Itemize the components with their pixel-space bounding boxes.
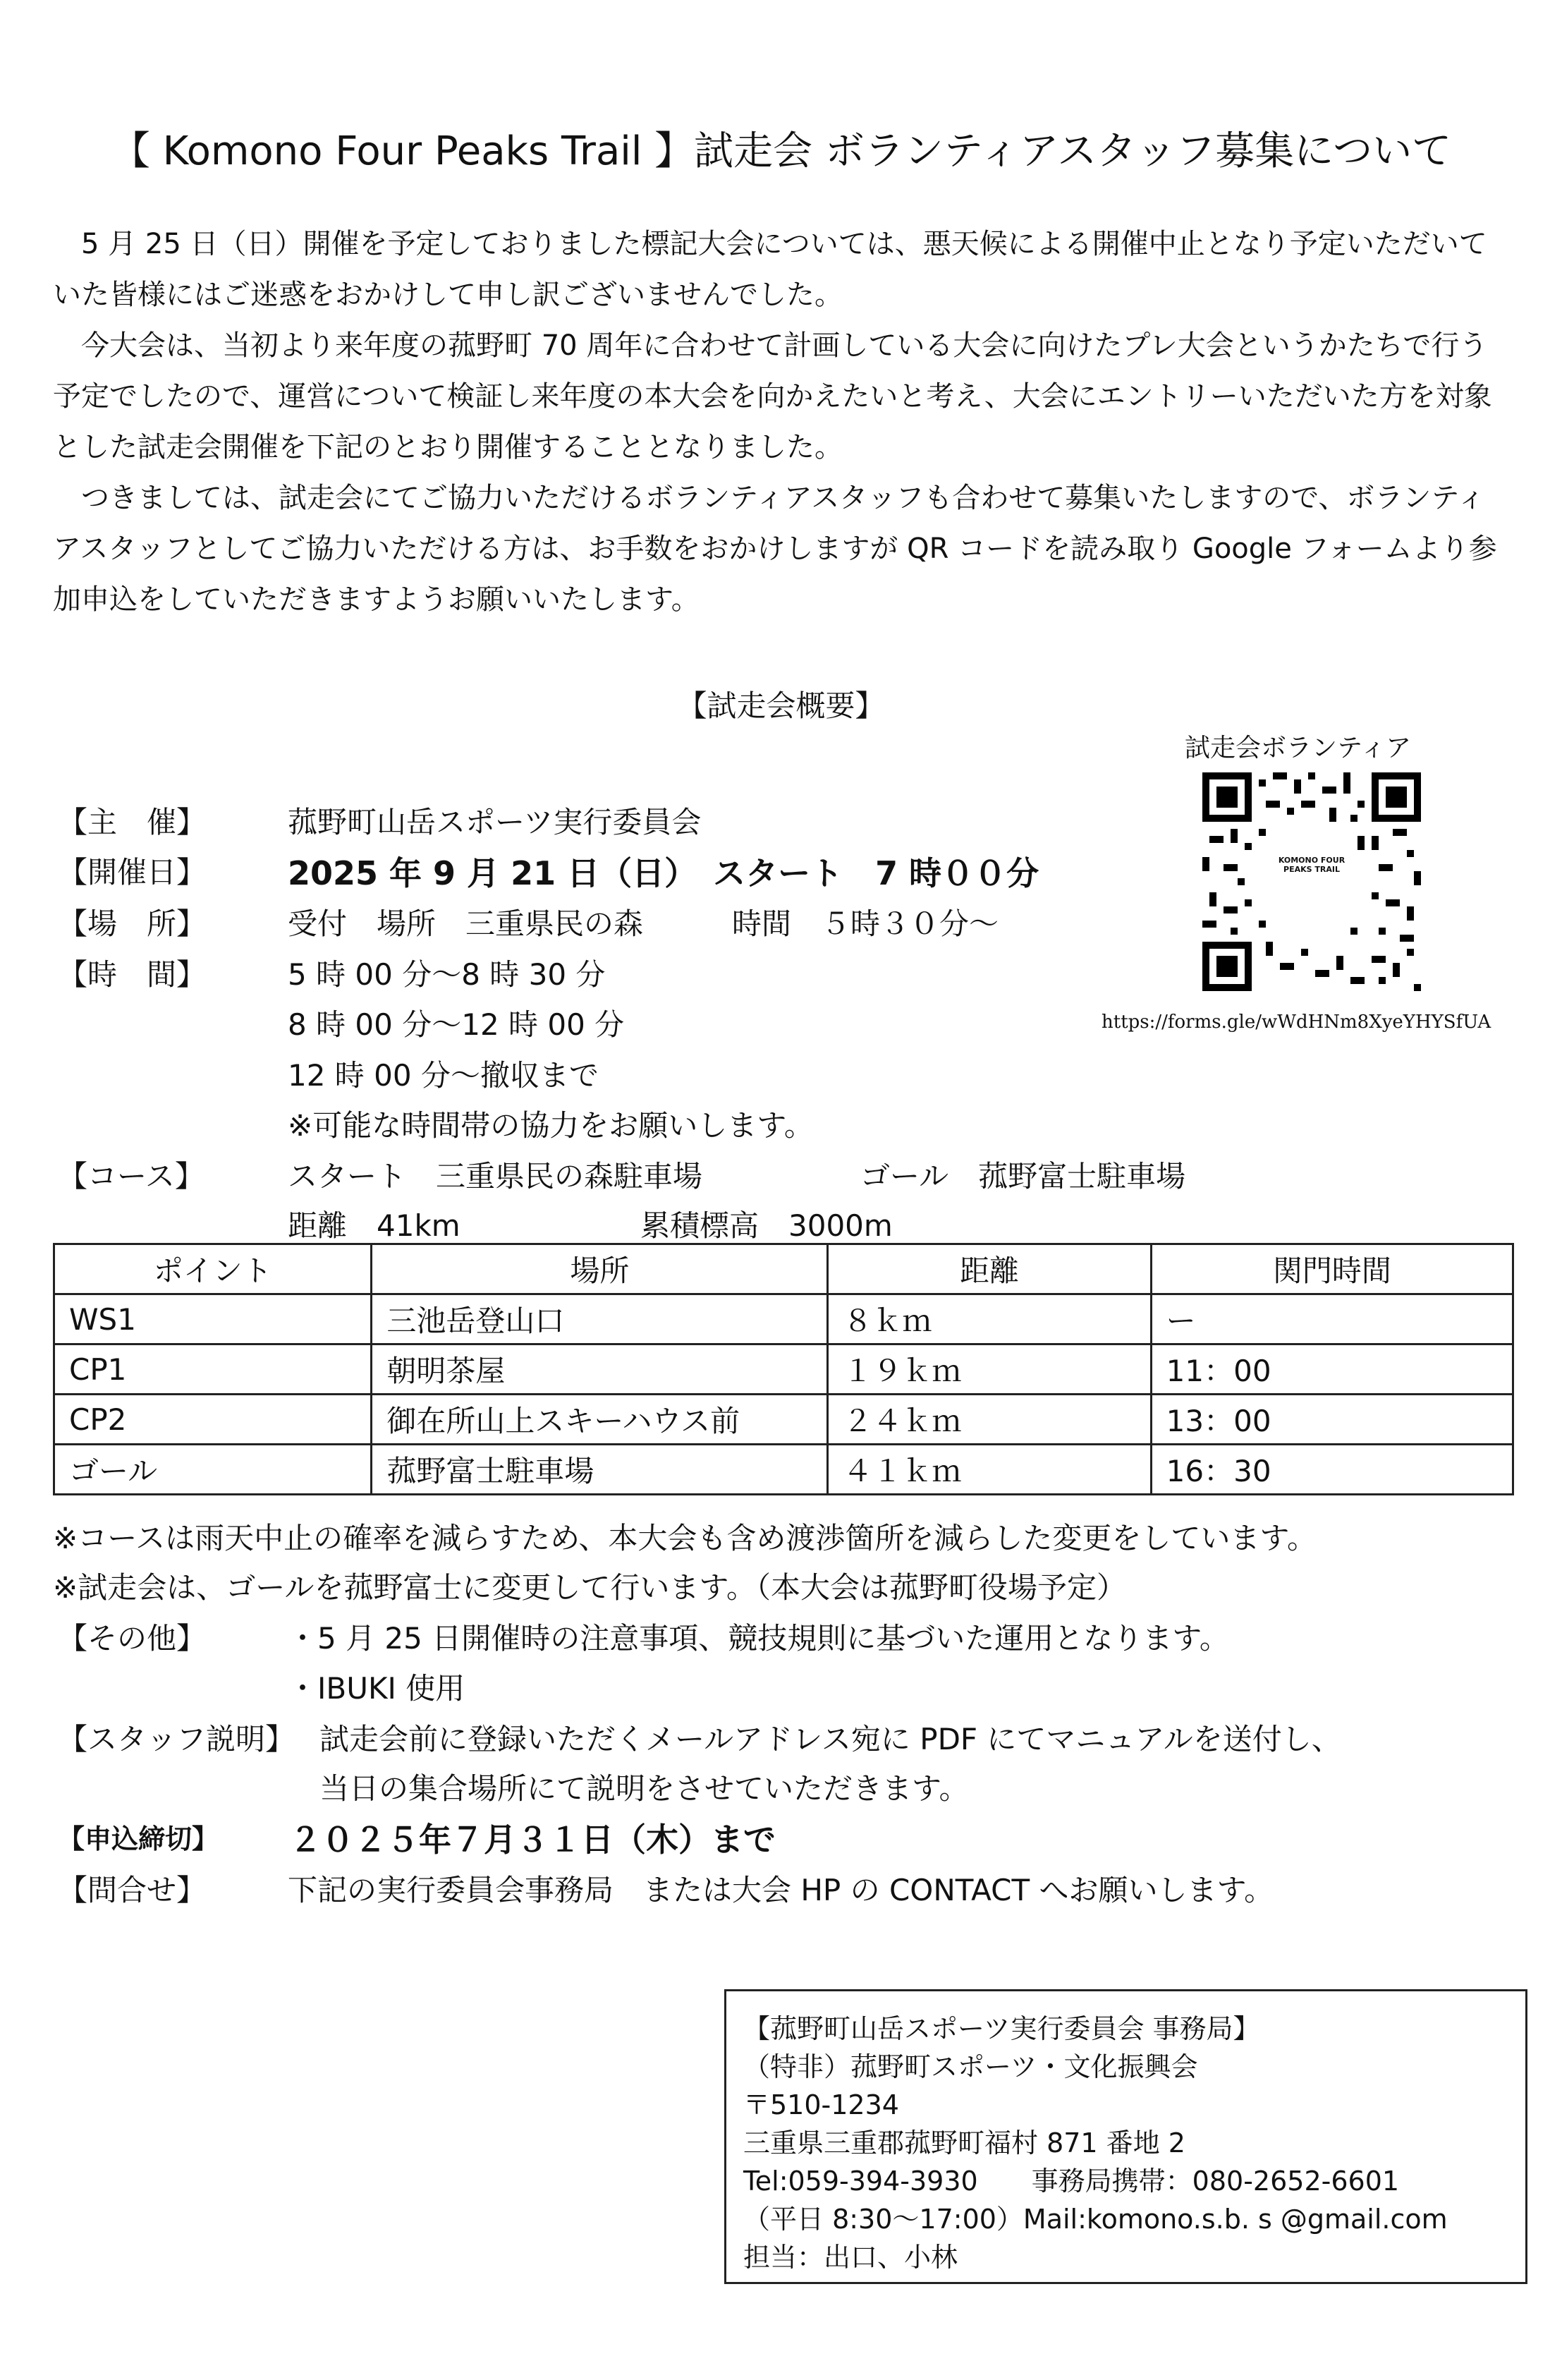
course-elevation: 累積標高 3000m (640, 1208, 893, 1243)
time-slot-1: 5 時 00 分～8 時 30 分 (288, 957, 606, 992)
table-header-row (54, 1244, 1513, 1294)
staff-label: 【スタッフ説明】 (58, 1722, 295, 1756)
time-slot-2: 8 時 00 分～12 時 00 分 (288, 1007, 625, 1042)
intro-text (53, 219, 1506, 625)
deadline-label: 【申込締切】 (58, 1823, 219, 1854)
inquiry-value: 下記の実行委員会事務局 または大会 HP の CONTACT へお願いします。 (288, 1873, 1274, 1907)
table-cell: 菰野富士駐車場 (372, 1445, 828, 1495)
table-cell: 16：30 (1151, 1445, 1513, 1495)
qr-code-image (1202, 772, 1421, 991)
host-label: 【主 催】 (58, 805, 207, 839)
qr-code[interactable] (1202, 772, 1421, 991)
course-distance: 距離 41km (288, 1208, 460, 1243)
table-cell: CP2 (54, 1395, 372, 1445)
course-start: スタート 三重県民の森駐車場 (288, 1159, 703, 1194)
checkpoint-table (53, 1243, 1514, 1495)
course-goal: ゴール 菰野富士駐車場 (860, 1159, 1186, 1194)
table-cell: 御在所山上スキーハウス前 (372, 1395, 828, 1445)
contact-box (724, 1989, 1527, 2284)
date-label: 【開催日】 (58, 855, 207, 890)
intro-paragraph-1: 5 月 25 日（日）開催を予定しておりました標記大会については、悪天候による開催中止となり予定いただいていた皆様にはご迷惑をおかけして申し訳ございませんでした。 (53, 228, 1487, 311)
table-header-cell: ポイント (54, 1244, 372, 1294)
date-value: 2025 年 9 月 21 日（日） スタート 7 時００分 (288, 854, 1039, 892)
time-note: ※可能な時間帯の協力をお願いします。 (288, 1108, 814, 1143)
staff-line-2: 当日の集合場所にて説明をさせていただきます。 (319, 1771, 969, 1806)
note-2: ※試走会は、ゴールを菰野富士に変更して行います。（本大会は菰野町役場予定） (53, 1570, 1126, 1605)
table-row (54, 1294, 1513, 1344)
contact-person: 担当：出口、小林 (743, 2242, 958, 2273)
table-cell: CP1 (54, 1344, 372, 1395)
qr-caption: 試走会ボランティア (1185, 734, 1412, 763)
other-label: 【その他】 (58, 1621, 207, 1656)
table-cell: 13：00 (1151, 1395, 1513, 1445)
intro-paragraph-2: 今大会は、当初より来年度の菰野町 70 周年に合わせて計画している大会に向けたプレ大会というかたちで行う予定でしたので、運営について検証し来年度の本大会を向かえたいと考え、大会にエントリーいただいた方を対象とした試走会開催を下記のとおり開催することとなりました。 (53, 329, 1492, 463)
staff-line-1: 試走会前に登録いただくメールアドレス宛に PDF にてマニュアルを送付し、 (319, 1722, 1341, 1756)
table-header-cell: 場所 (372, 1244, 828, 1294)
qr-url[interactable]: https://forms.gle/wWdHNm8XyeYHYSfUA (1102, 1012, 1491, 1033)
table-cell: 11：00 (1151, 1344, 1513, 1395)
table-row (54, 1395, 1513, 1445)
inquiry-label: 【問合せ】 (58, 1873, 207, 1907)
table-cell: WS1 (54, 1294, 372, 1344)
other-item-1: ・5 月 25 日開催時の注意事項、競技規則に基づいた運用となります。 (288, 1621, 1229, 1656)
place-value: 受付 場所 三重県民の森 時間 ５時３０分～ (288, 906, 999, 941)
table-header-cell: 関門時間 (1151, 1244, 1513, 1294)
table-cell: ８ｋｍ (828, 1294, 1151, 1344)
contact-address: 三重県三重郡菰野町福村 871 番地 2 (743, 2127, 1185, 2159)
table-cell: ２４ｋｍ (828, 1395, 1151, 1445)
table-cell: ゴール (54, 1445, 372, 1495)
deadline-value: ２０２５年７月３１日（木）まで (289, 1821, 776, 1859)
place-label: 【場 所】 (58, 906, 207, 941)
host-value: 菰野町山岳スポーツ実行委員会 (288, 805, 702, 839)
table-cell: 三池岳登山口 (372, 1294, 828, 1344)
table-row (54, 1344, 1513, 1395)
table-cell: 朝明茶屋 (372, 1344, 828, 1395)
other-item-2: ・IBUKI 使用 (288, 1671, 465, 1706)
time-slot-3: 12 時 00 分～撤収まで (288, 1058, 599, 1093)
overview-heading: 【試走会概要】 (677, 688, 885, 723)
table-cell: ４１ｋｍ (828, 1445, 1151, 1495)
time-label: 【時 間】 (58, 957, 207, 992)
table-row (54, 1445, 1513, 1495)
intro-paragraph-3: つきましては、試走会にてご協力いただけるボランティアスタッフも合わせて募集いたしますので、ボランティアスタッフとしてご協力いただける方は、お手数をおかけしますが QR コードを読み取り Google フォームより参加申込をしていただきますようお願いいたします。 (53, 482, 1497, 616)
qr-logo-text: KOMONO FOUR PEAKS TRAIL (1278, 856, 1346, 874)
document-title: 【 Komono Four Peaks Trail 】試走会 ボランティアスタッフ募集について (110, 128, 1452, 174)
contact-office: 【菰野町山岳スポーツ実行委員会 事務局】 (743, 2013, 1260, 2044)
note-1: ※コースは雨天中止の確率を減らすため、本大会も含め渡渉箇所を減らした変更をしています。 (53, 1521, 1317, 1555)
contact-hours-mail[interactable]: （平日 8:30～17:00）Mail:komono.s.b. s @gmail.com (743, 2204, 1448, 2235)
course-label: 【コース】 (58, 1159, 205, 1194)
contact-postal-code: 〒510-1234 (743, 2089, 899, 2120)
table-cell: １９ｋｍ (828, 1344, 1151, 1395)
contact-phone[interactable]: Tel:059-394-3930 事務局携帯：080-2652-6601 (743, 2166, 1400, 2197)
table-header-cell: 距離 (828, 1244, 1151, 1294)
table-cell: ー (1151, 1294, 1513, 1344)
contact-organization: （特非）菰野町スポーツ・文化振興会 (743, 2051, 1198, 2082)
